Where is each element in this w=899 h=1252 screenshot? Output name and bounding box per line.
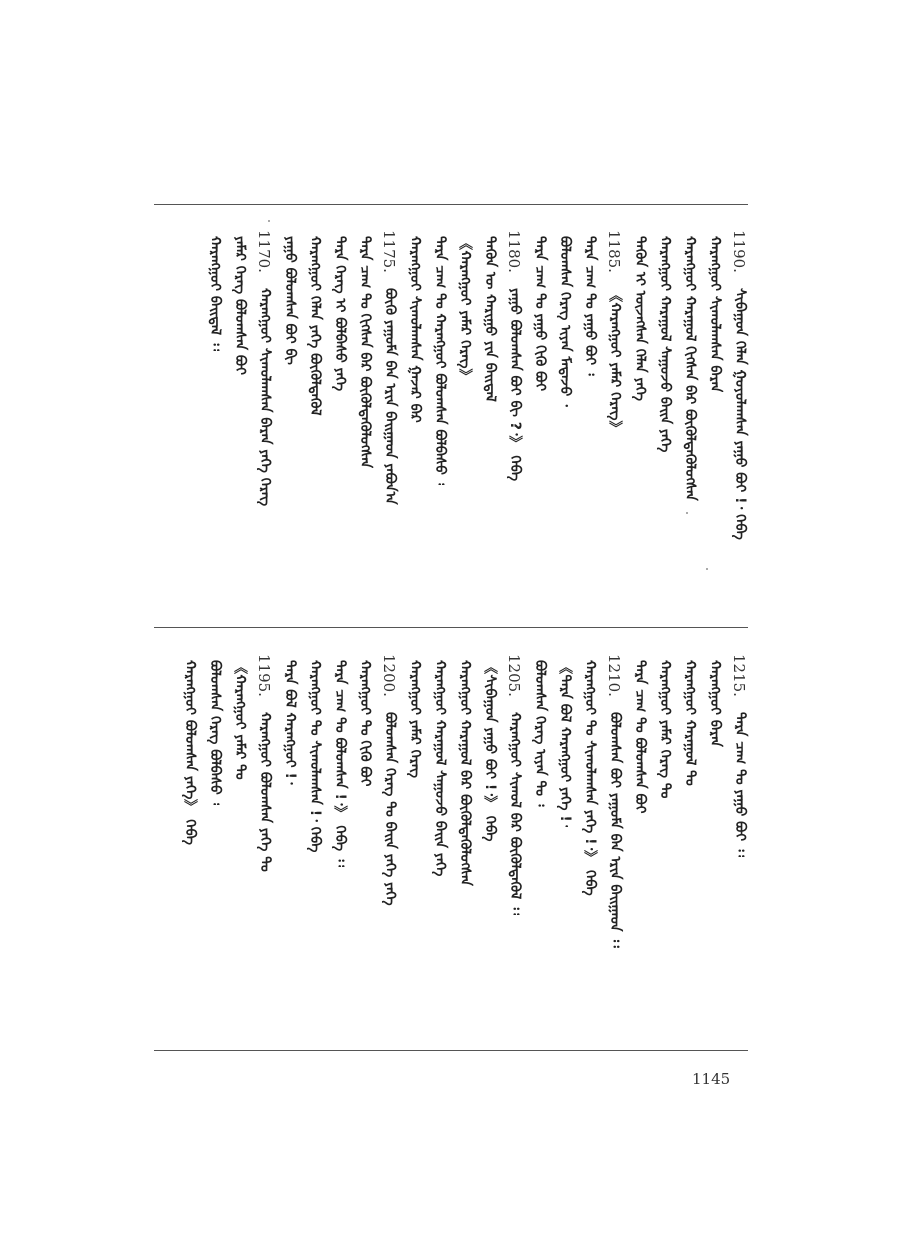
text-column <box>203 660 225 1020</box>
text-column <box>628 660 650 1020</box>
verse-line: ᠬᠠᠷᠠᠩᠭᠤᠢ ᠬᠠᠷᠠᠭᠤᠯ ᠬᠢᠭᠰᠡᠨ ᠪᠡᠷ ᠪᠦᠬᠦᠯᠳᠡᠭᠦᠯᠦᠭᠰᠡᠨ <box>682 236 698 501</box>
verse-line: ᠬᠠᠷᠠᠩᠭᠤᠢ ᠬᠠᠷᠠᠭᠤᠯ ᠰᠠᠭᠤᠵᠤ ᠪᠠᠢᠨ ᠶᠡᠬᠡ <box>657 236 673 453</box>
verse-line: ᠬᠠᠷᠠᠩᠭᠤᠢ ᠰᠢᠬᠤᠯᠠᠭᠰᠠᠨ ᠪᠠᠷᠠᠨ ᠶᠡᠬᠡ ᠬᠡᠷᠡᠭ <box>257 288 273 507</box>
text-column <box>728 230 750 576</box>
verse-line: 《ᠬᠠᠷᠠᠩᠭᠤᠢ ᠶᠠᠮᠠᠷ ᠲᠤ <box>232 660 248 780</box>
verse-line: 《ᠰᠢᠪᠠᠭᠤᠨ ᠶᠠᠭᠤ ᠪᠤᠢ !᠂》 ᠭᠡᠪᠡ <box>482 660 498 842</box>
text-column <box>653 236 675 576</box>
verse-line: ᠬᠠᠷᠠᠩᠭᠤᠢ ᠬᠠᠷᠠᠭᠤᠯ ᠪᠡᠷ ᠪᠦᠬᠦᠯᠳᠡᠭᠦᠯᠦᠭᠰᠡᠨ <box>457 660 473 886</box>
text-column <box>353 660 375 1020</box>
line-number: 1190. <box>730 230 748 273</box>
verse-line: ᠬᠠᠷᠠᠩᠭᠤᠢ ᠬᠠᠷᠠᠭᠤᠯ ᠲᠤ <box>682 660 698 786</box>
text-column <box>728 654 750 1020</box>
verse-line: ᠲᠡᠭᠦᠨ ᠦ ᠬᠠᠷᠢᠭᠤ ᠶᠢᠨ ᠪᠠᠢᠳᠠᠯ <box>482 236 498 402</box>
text-column <box>553 236 575 576</box>
text-column <box>478 660 500 1020</box>
text-column <box>678 660 700 1020</box>
verse-line: 《ᠬᠠᠷᠠᠩᠭᠤᠢ ᠶᠠᠮᠠᠷ ᠬᠡᠷᠡᠭ》 <box>457 236 473 384</box>
verse-line: ᠪᠣᠯᠤᠭᠰᠠᠨ ᠬᠡᠷᠡᠭ ᠪᠣᠯᠪᠠᠰᠤ ᠄ <box>207 660 223 806</box>
lower-text-panel <box>150 654 750 1020</box>
text-column <box>528 660 550 1020</box>
text-column <box>578 236 600 576</box>
text-column <box>328 236 350 576</box>
verse-line: ᠬᠠᠷᠠᠩᠭᠤᠢ ᠰᠢᠬᠤᠯᠠᠭᠰᠠᠨ ᠭᠠᠵᠠᠷ ᠪᠠᠷ <box>407 236 423 423</box>
text-column <box>278 236 300 576</box>
text-column <box>528 236 550 576</box>
verse-line: 《ᠲᠡᠷᠡ ᠪᠣᠯ ᠬᠠᠷᠠᠩᠭᠤᠢ ᠶᠡᠬᠡ !᠂ <box>557 660 573 828</box>
line-number: 1200. <box>380 654 398 697</box>
line-number: 1215. <box>730 654 748 697</box>
text-column <box>303 660 325 1020</box>
line-number: 1175. <box>380 230 398 273</box>
line-number: 1185. <box>605 230 623 273</box>
upper-text-panel <box>150 230 750 576</box>
line-number: 1170. <box>255 230 273 273</box>
text-column <box>603 230 625 576</box>
text-column <box>503 654 525 1020</box>
top-rule <box>154 204 748 205</box>
line-number: 1205. <box>505 654 523 697</box>
text-column <box>428 660 450 1020</box>
verse-line: ᠲᠡᠷᠡ ᠴᠠᠭ ᠲᠤ ᠪᠣᠯᠤᠭᠰᠠᠨ ᠪᠣᠢ <box>632 660 648 814</box>
verse-line: ᠲᠡᠭᠦᠨ ᠢ ᠦᠵᠡᠭᠰᠡᠨ ᠬᠡᠯᠡᠨ ᠶᠡᠬᠡ <box>632 236 648 402</box>
verse-line: ᠪᠣᠯᠣᠭᠰᠠᠨ ᠬᠡᠷᠡᠭ ᠢᠶᠡᠨ ᠮᠡᠳᠡᠵᠦ ᠂ <box>557 236 573 407</box>
verse-line: ᠲᠡᠷᠡ ᠴᠠᠭ ᠲᠤ ᠶᠠᠭᠤ ᠪᠤᠢ ᠄᠄ <box>732 712 748 858</box>
text-column <box>253 654 275 1020</box>
verse-line: ᠬᠠᠷᠠᠩᠭᠤᠢ ᠪᠣᠯᠤᠭᠰᠠᠨ ᠶᠡᠬᠡ》 ᠭᠡᠪᠡ <box>182 660 198 846</box>
line-number: 1180. <box>505 230 523 273</box>
text-column <box>453 236 475 576</box>
verse-line: ᠬᠠᠷᠠᠩᠭᠤᠢ ᠲᠤ ᠬᠢᠬᠦ ᠪᠣᠢ <box>357 660 373 787</box>
text-column <box>603 654 625 1020</box>
verse-line: ᠲᠡᠷᠡ ᠬᠡᠷᠡᠭ ᠢ ᠪᠣᠯᠪᠠᠰᠤ ᠶᠡᠬᠡ <box>332 236 348 392</box>
page-number: 1145 <box>692 1070 731 1088</box>
text-column <box>378 230 400 576</box>
text-column <box>703 660 725 1020</box>
scan-speck <box>686 512 688 514</box>
text-column <box>703 236 725 576</box>
verse-line: ᠬᠠᠷᠠᠩᠭᠤᠢ ᠲᠤ ᠰᠢᠬᠤᠯᠠᠭᠰᠠᠨ ᠶᠡᠬᠡ !᠂》 ᠭᠡᠪᠡ <box>582 660 598 896</box>
verse-line: ᠬᠠᠷᠠᠩᠭᠤᠢ ᠪᠠᠢᠳᠠᠯ ᠄᠄ <box>207 236 223 352</box>
verse-line: ᠲᠡᠷᠡ ᠪᠣᠯ ᠬᠠᠷᠠᠩᠭᠤᠢ !᠂ <box>282 660 298 785</box>
verse-line: ᠬᠠᠷᠠᠩᠭᠤᠢ ᠬᠠᠷᠠᠭᠤᠯ ᠰᠠᠭᠤᠵᠤ ᠪᠠᠢᠨ ᠶᠡᠬᠡ <box>432 660 448 877</box>
text-column <box>353 236 375 576</box>
middle-rule <box>154 627 748 628</box>
text-column <box>578 660 600 1020</box>
verse-line: ᠪᠣᠯᠤᠭᠰᠠᠨ ᠬᠡᠷᠡᠭ ᠢᠶᠡᠨ ᠲᠤ ᠄ <box>532 660 548 807</box>
verse-line: 《ᠬᠠᠷᠠᠩᠭᠤᠢ ᠶᠠᠮᠠᠷ ᠬᠡᠷᠡᠭ》 <box>607 288 623 436</box>
verse-line: ᠬᠠᠷᠠᠩᠭᠤᠢ ᠪᠣᠯᠤᠭᠰᠠᠨ ᠶᠡᠬᠡ ᠲᠤ <box>257 712 273 872</box>
text-column <box>403 236 425 576</box>
text-column <box>378 654 400 1020</box>
text-column <box>303 236 325 576</box>
text-column <box>503 230 525 576</box>
line-number: 1210. <box>605 654 623 697</box>
text-column <box>403 660 425 1020</box>
verse-line: ᠲᠡᠷᠡ ᠴᠠᠭ ᠲᠤ ᠶᠠᠭᠤ ᠬᠢᠬᠦ ᠪᠤᠢ <box>532 236 548 392</box>
verse-line: ᠰᠢᠪᠠᠭᠤᠨ ᠬᠡᠯᠡᠨ ᠭᠤᠶᠤᠯᠠᠭᠰᠠᠨ ᠶᠠᠭᠤ ᠪᠤᠢ !᠂ ᠭᠡᠪᠡ <box>732 288 748 540</box>
bottom-rule <box>154 1050 748 1051</box>
verse-line: ᠲᠡᠷᠡ ᠴᠠᠭ ᠲᠤ ᠬᠠᠷᠠᠩᠭᠤᠢ ᠪᠣᠯᠤᠭᠰᠠᠨ ᠪᠣᠯᠪᠠᠰᠤ ᠄ <box>432 236 448 486</box>
text-column <box>178 660 200 1020</box>
text-column <box>428 236 450 576</box>
verse-line: ᠲᠡᠷᠡ ᠴᠠᠭ ᠲᠤ ᠬᠢᠭᠰᠡᠨ ᠪᠡᠷ ᠪᠦᠬᠦᠯᠳᠡᠭᠦᠯᠦᠭᠰᠡᠨ <box>357 236 373 469</box>
verse-line: ᠶᠠᠭᠤ ᠪᠣᠯᠤᠭᠰᠠᠨ ᠪᠣᠢ ᠪᠢ <box>282 236 298 365</box>
scan-speck <box>706 568 708 570</box>
text-column <box>653 660 675 1020</box>
text-column <box>253 230 275 576</box>
text-column <box>628 236 650 576</box>
text-column <box>228 236 250 576</box>
verse-line: ᠬᠠᠷᠠᠩᠭᠤᠢ ᠲᠤ ᠰᠢᠬᠤᠯᠠᠭᠰᠠᠨ !᠂ ᠭᠡᠪᠡ <box>307 660 323 853</box>
verse-line: ᠲᠡᠷᠡ ᠴᠠᠭ ᠲᠤ ᠪᠣᠯᠤᠭᠰᠠᠨ !᠂》 ᠭᠡᠪᠡ ᠄᠄ <box>332 660 348 868</box>
verse-line: ᠬᠠᠷᠠᠩᠭᠤᠢ ᠪᠠᠷᠠᠨ <box>707 660 723 748</box>
text-column <box>203 236 225 576</box>
verse-line: ᠬᠠᠷᠠᠩᠭᠤᠢ ᠶᠠᠮᠠᠷ ᠬᠡᠷᠡᠭ <box>407 660 423 779</box>
text-column <box>278 660 300 1020</box>
verse-line: ᠶᠠᠮᠠᠷ ᠬᠡᠷᠡᠭ ᠪᠣᠯᠤᠭᠰᠠᠨ ᠪᠣᠢ <box>232 236 248 376</box>
line-number: 1195. <box>255 654 273 697</box>
text-column <box>453 660 475 1020</box>
verse-line: ᠬᠠᠷᠠᠩᠭᠤᠢ ᠶᠠᠮᠠᠷ ᠬᠡᠷᠡᠭ ᠲᠤ <box>657 660 673 799</box>
verse-line: ᠪᠣᠯᠤᠭᠰᠠᠨ ᠬᠡᠷᠡᠭ ᠲᠤ ᠪᠠᠢᠨ ᠶᠡᠬᠡ ᠶᠡᠬᠡ <box>382 712 398 906</box>
verse-line: ᠶᠠᠭᠤ ᠪᠣᠯᠤᠭᠰᠠᠨ ᠪᠣᠢ ᠪᠢ ?᠂》 ᠭᠡᠪᠡ <box>507 288 523 482</box>
verse-line: ᠬᠠᠷᠠᠩᠭᠤᠢ ᠬᠡᠯᠡᠨ ᠶᠡᠬᠡ ᠪᠦᠬᠦᠯᠳᠡᠭᠦᠯ <box>307 236 323 416</box>
text-column <box>553 660 575 1020</box>
verse-line: ᠲᠡᠷᠡ ᠴᠠᠭ ᠲᠤ ᠶᠠᠭᠤ ᠪᠤᠢ ᠄ <box>582 236 598 376</box>
verse-line: ᠪᠣᠯᠤᠭᠰᠠᠨ ᠪᠣᠢ ᠶᠠᠭᠤᠮᠠ ᠪᠠᠨ ᠡᠷᠢᠨ ᠪᠠᠢᠭᠠᠳ ᠄᠄ <box>607 712 623 948</box>
text-column <box>328 660 350 1020</box>
text-column <box>478 236 500 576</box>
scan-speck <box>268 220 270 222</box>
verse-line: ᠬᠠᠷᠠᠩᠭᠤᠢ ᠰᠢᠬᠤᠯᠠᠭᠰᠠᠨ ᠪᠠᠷᠠᠨ <box>707 236 723 393</box>
text-column <box>678 236 700 576</box>
verse-line: ᠬᠠᠷᠠᠩᠭᠤᠢ ᠰᠢᠬᠤᠯ ᠪᠠᠷ ᠪᠦᠬᠦᠯᠳᠡᠭᠦᠯ ᠄᠄ <box>507 712 523 916</box>
text-column <box>228 660 250 1020</box>
verse-line: ᠪᠦᠬᠦ ᠶᠠᠭᠤᠮᠠ ᠪᠠᠨ ᠡᠷᠢᠨ ᠪᠠᠢᠭᠠᠳ ᠶᠠᠪᠤᠨ᠎ᠠ <box>382 288 398 505</box>
